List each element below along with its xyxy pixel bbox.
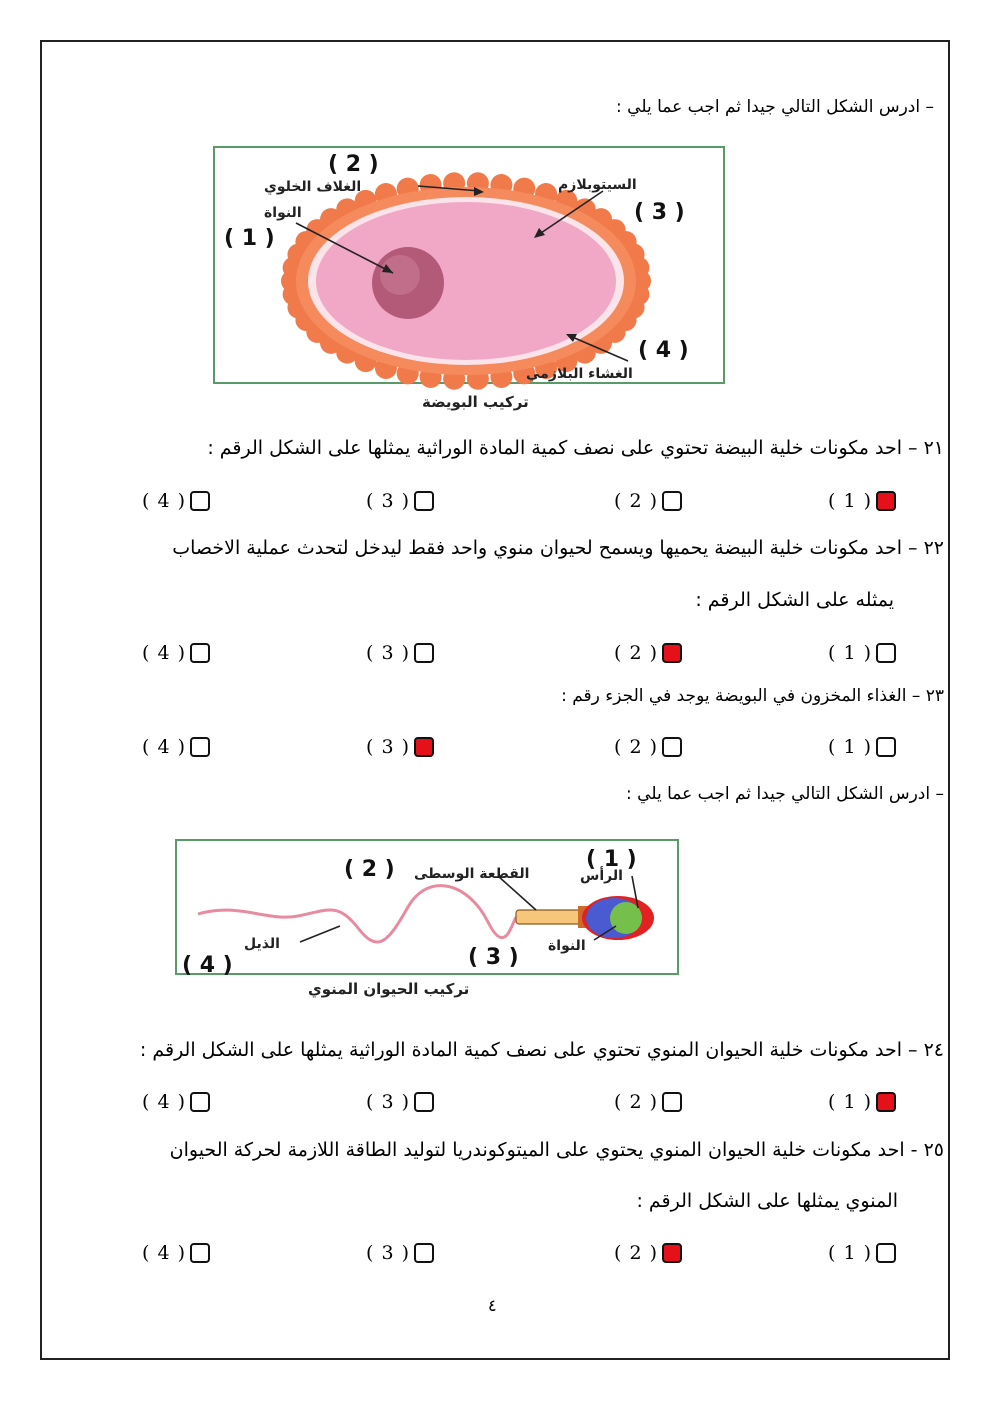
checkbox[interactable] bbox=[876, 643, 896, 663]
option-label: ( 4 ) bbox=[142, 1242, 186, 1264]
option-label: ( 2 ) bbox=[614, 642, 658, 664]
option-label: ( 1 ) bbox=[828, 736, 872, 758]
checkbox[interactable] bbox=[414, 643, 434, 663]
ovum-n1: ( 1 ) bbox=[224, 226, 275, 251]
option-label: ( 4 ) bbox=[142, 1091, 186, 1113]
q23-option-1[interactable] bbox=[828, 734, 896, 760]
option-label: ( 2 ) bbox=[614, 736, 658, 758]
q23-options bbox=[0, 734, 992, 764]
page-number: ٤ bbox=[488, 1296, 497, 1315]
q23-option-4[interactable] bbox=[142, 734, 210, 760]
option-label: ( 2 ) bbox=[614, 1091, 658, 1113]
q23-option-2[interactable] bbox=[614, 734, 682, 760]
option-label: ( 1 ) bbox=[828, 490, 872, 512]
checkbox[interactable] bbox=[414, 1243, 434, 1263]
option-label: ( 4 ) bbox=[142, 490, 186, 512]
option-label: ( 3 ) bbox=[366, 736, 410, 758]
q25-option-4[interactable] bbox=[142, 1240, 210, 1266]
q22-text2: يمثله على الشكل الرقم : bbox=[695, 589, 894, 611]
option-label: ( 3 ) bbox=[366, 1242, 410, 1264]
q24-option-3[interactable] bbox=[366, 1089, 434, 1115]
ovum-label-cell-membrane: الغلاف الخلوي bbox=[264, 179, 362, 195]
q23-option-3[interactable] bbox=[366, 734, 434, 760]
section1-intro: – ادرس الشكل التالي جيدا ثم اجب عما يلي : bbox=[616, 97, 934, 117]
option-label: ( 1 ) bbox=[828, 642, 872, 664]
option-label: ( 1 ) bbox=[828, 1242, 872, 1264]
option-label: ( 3 ) bbox=[366, 642, 410, 664]
checkbox[interactable] bbox=[414, 491, 434, 511]
option-label: ( 4 ) bbox=[142, 736, 186, 758]
option-label: ( 2 ) bbox=[614, 1242, 658, 1264]
ovum-label-plasma-membrane: الغشاء البلازمي bbox=[526, 366, 633, 382]
q22-option-2[interactable] bbox=[614, 640, 682, 666]
ovum-n3: ( 3 ) bbox=[634, 200, 685, 225]
q22-option-4[interactable] bbox=[142, 640, 210, 666]
q21-options bbox=[0, 488, 992, 518]
option-label: ( 3 ) bbox=[366, 490, 410, 512]
checkbox[interactable] bbox=[876, 491, 896, 511]
sperm-label-head: الرأس bbox=[580, 868, 623, 884]
q25-option-3[interactable] bbox=[366, 1240, 434, 1266]
q22-options bbox=[0, 640, 992, 670]
q22-text: ٢٢ – احد مكونات خلية البيضة يحميها ويسمح لحيوان منوي واحد فقط ليدخل لتحدث عملية الاخصاب bbox=[172, 537, 944, 559]
checkbox[interactable] bbox=[876, 1243, 896, 1263]
sperm-n2: ( 2 ) bbox=[344, 857, 395, 882]
checkbox[interactable] bbox=[662, 737, 682, 757]
checkbox[interactable] bbox=[876, 1092, 896, 1112]
checkbox[interactable] bbox=[662, 643, 682, 663]
q24-options bbox=[0, 1089, 992, 1119]
q25-option-1[interactable] bbox=[828, 1240, 896, 1266]
q24-option-1[interactable] bbox=[828, 1089, 896, 1115]
ovum-n4: ( 4 ) bbox=[638, 338, 689, 363]
sperm-midpiece bbox=[516, 910, 582, 924]
ovum-label-cytoplasm: السيتوبلازم bbox=[558, 177, 637, 193]
q22-option-1[interactable] bbox=[828, 640, 896, 666]
q25-text: ٢٥ - احد مكونات خلية الحيوان المنوي يحتوي على الميتوكوندريا لتوليد الطاقة اللازمة لحركة الحيوان bbox=[169, 1139, 944, 1161]
checkbox[interactable] bbox=[190, 1243, 210, 1263]
q22-option-3[interactable] bbox=[366, 640, 434, 666]
checkbox[interactable] bbox=[190, 737, 210, 757]
sperm-n1: ( 1 ) bbox=[586, 847, 637, 872]
option-label: ( 4 ) bbox=[142, 642, 186, 664]
checkbox[interactable] bbox=[662, 491, 682, 511]
checkbox[interactable] bbox=[190, 643, 210, 663]
checkbox[interactable] bbox=[190, 491, 210, 511]
q23-text: ٢٣ – الغذاء المخزون في البويضة يوجد في الجزء رقم : bbox=[561, 686, 944, 706]
q21-option-3[interactable] bbox=[366, 488, 434, 514]
ovum-figure bbox=[208, 143, 728, 415]
ovum-label-nucleus: النواة bbox=[264, 205, 302, 221]
sperm-label-midpiece: القطعة الوسطى bbox=[414, 866, 530, 882]
ovum-n2: ( 2 ) bbox=[328, 152, 379, 177]
q21-option-2[interactable] bbox=[614, 488, 682, 514]
ovum-caption: تركيب البويضة bbox=[422, 393, 529, 411]
section2-intro: – ادرس الشكل التالي جيدا ثم اجب عما يلي : bbox=[626, 784, 944, 804]
option-label: ( 2 ) bbox=[614, 490, 658, 512]
checkbox[interactable] bbox=[414, 737, 434, 757]
q21-option-4[interactable] bbox=[142, 488, 210, 514]
checkbox[interactable] bbox=[662, 1243, 682, 1263]
sperm-caption: تركيب الحيوان المنوي bbox=[308, 980, 470, 998]
checkbox[interactable] bbox=[876, 737, 896, 757]
q25-option-2[interactable] bbox=[614, 1240, 682, 1266]
sperm-n4: ( 4 ) bbox=[182, 953, 233, 978]
q25-text2: المنوي يمثلها على الشكل الرقم : bbox=[636, 1190, 898, 1212]
checkbox[interactable] bbox=[414, 1092, 434, 1112]
q24-option-2[interactable] bbox=[614, 1089, 682, 1115]
option-label: ( 3 ) bbox=[366, 1091, 410, 1113]
sperm-label-nucleus: النواة bbox=[548, 938, 586, 954]
checkbox[interactable] bbox=[190, 1092, 210, 1112]
option-label: ( 1 ) bbox=[828, 1091, 872, 1113]
q21-option-1[interactable] bbox=[828, 488, 896, 514]
q21-text: ٢١ – احد مكونات خلية البيضة تحتوي على نصف كمية المادة الوراثية يمثلها على الشكل الرقم : bbox=[207, 437, 944, 459]
q24-text: ٢٤ – احد مكونات خلية الحيوان المنوي تحتوي على نصف كمية المادة الوراثية يمثلها على الشكل الرقم : bbox=[139, 1039, 944, 1061]
sperm-label-tail: الذيل bbox=[244, 936, 280, 952]
q25-options bbox=[0, 1240, 992, 1270]
checkbox[interactable] bbox=[662, 1092, 682, 1112]
q24-option-4[interactable] bbox=[142, 1089, 210, 1115]
sperm-figure bbox=[168, 832, 688, 1004]
sperm-n3: ( 3 ) bbox=[468, 945, 519, 970]
